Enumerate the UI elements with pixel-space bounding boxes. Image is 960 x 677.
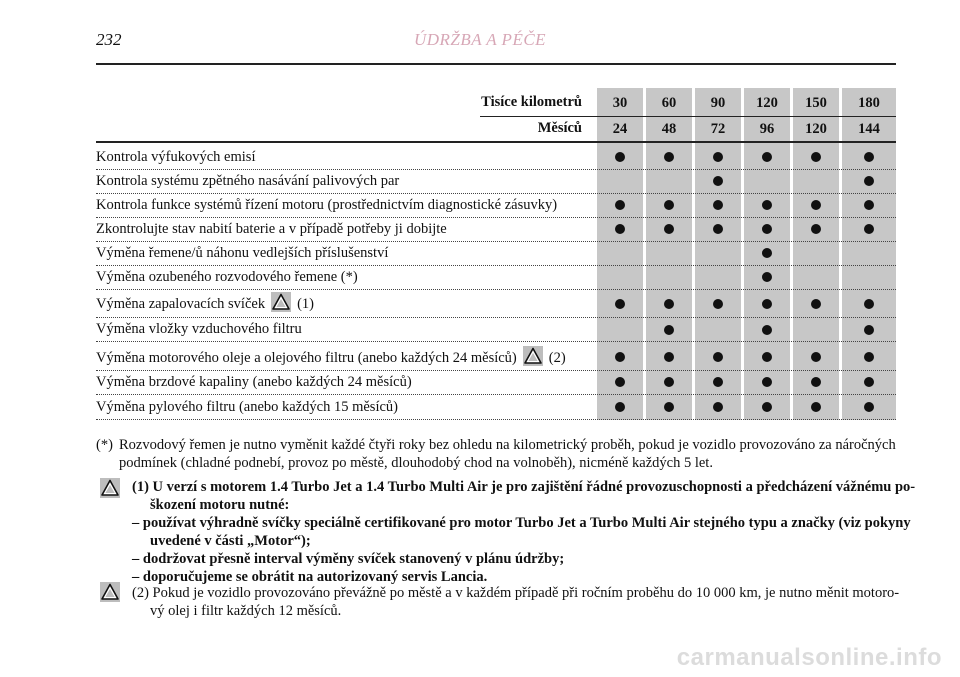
- note-1-text: – doporučujeme se obrátit na autorizovaný servis Lancia.: [132, 569, 488, 585]
- check-dot: [664, 224, 674, 234]
- check-dot: [864, 176, 874, 186]
- row-separator: [96, 289, 896, 290]
- footnote-asterisk-text: Rozvodový řemen je nutno vyměnit každé čtyři roky bez ohledu na kilometrický proběh, pokud je vozidlo provozováno za náročných: [119, 437, 896, 453]
- warning-triangle-icon: [100, 478, 120, 498]
- note-1-text: uvedené v části „Motor“);: [150, 533, 311, 549]
- check-dot: [864, 200, 874, 210]
- table-row-label: Výměna motorového oleje a olejového filtru (anebo každých 24 měsíců) (2): [96, 346, 566, 367]
- table-row-label: Výměna vložky vzduchového filtru: [96, 321, 302, 337]
- month-value: 24: [612, 121, 628, 137]
- check-dot: [615, 377, 625, 387]
- check-dot: [762, 325, 772, 335]
- check-dot: [713, 377, 723, 387]
- footnote-asterisk-mark: (*): [96, 437, 113, 453]
- row-separator: [96, 341, 896, 342]
- months-header-label: Měsíců: [537, 120, 582, 136]
- table-row-label: Kontrola výfukových emisí: [96, 149, 256, 165]
- check-dot: [864, 402, 874, 412]
- check-dot: [762, 152, 772, 162]
- table-row-label: Výměna ozubeného rozvodového řemene (*): [96, 269, 358, 285]
- check-dot: [762, 200, 772, 210]
- check-dot: [615, 224, 625, 234]
- check-dot: [811, 377, 821, 387]
- check-dot: [811, 200, 821, 210]
- check-dot: [713, 402, 723, 412]
- check-dot: [615, 299, 625, 309]
- row-separator: [96, 394, 896, 395]
- km-value: 30: [612, 95, 628, 111]
- check-dot: [811, 352, 821, 362]
- check-dot: [713, 352, 723, 362]
- month-value: 96: [759, 121, 775, 137]
- row-separator: [96, 419, 896, 420]
- row-separator: [96, 370, 896, 371]
- check-dot: [664, 299, 674, 309]
- row-separator: [96, 193, 896, 194]
- check-dot: [615, 200, 625, 210]
- check-dot: [762, 272, 772, 282]
- km-value: 90: [710, 95, 726, 111]
- row-separator: [96, 317, 896, 318]
- header-bottom-rule: [96, 141, 896, 143]
- header-rule: [96, 63, 896, 65]
- row-separator: [96, 265, 896, 266]
- note-1-text: škození motoru nutné:: [150, 497, 290, 513]
- check-dot: [762, 377, 772, 387]
- check-dot: [664, 200, 674, 210]
- note-1-text: – dodržovat přesně interval výměny svíček stanovený v plánu údržby;: [132, 551, 565, 567]
- km-value: 180: [858, 95, 880, 111]
- month-value: 72: [710, 121, 726, 137]
- table-row-label: Kontrola funkce systémů řízení motoru (prostřednictvím diagnostické zásuvky): [96, 197, 558, 213]
- table-row-label: Výměna brzdové kapaliny (anebo každých 24 měsíců): [96, 374, 412, 390]
- check-dot: [864, 152, 874, 162]
- note-1-text: – používat výhradně svíčky speciálně certifikované pro motor Turbo Jet a Turbo Multi Air stejného typu a značky (viz pokyny: [132, 515, 911, 531]
- section-title: ÚDRŽBA A PÉČE: [413, 30, 547, 49]
- check-dot: [615, 352, 625, 362]
- check-dot: [664, 152, 674, 162]
- check-dot: [664, 377, 674, 387]
- check-dot: [762, 352, 772, 362]
- watermark: carmanualsonline.info: [676, 644, 942, 671]
- table-row-label: Kontrola systému zpětného nasávání palivových par: [96, 173, 400, 189]
- footnote-asterisk-text: podmínek (chladné podnebí, provoz po městě, dlouhodobý chod na volnoběh), nicméně každých 5 let.: [119, 455, 713, 471]
- table-row-label: Výměna pylového filtru (anebo každých 15 měsíců): [96, 399, 398, 415]
- check-dot: [811, 402, 821, 412]
- km-value: 120: [756, 95, 778, 111]
- check-dot: [713, 299, 723, 309]
- check-dot: [864, 325, 874, 335]
- check-dot: [664, 402, 674, 412]
- warning-triangle-icon: [523, 346, 543, 366]
- table-row-label: Výměna řemene/ů náhonu vedlejších příslušenství: [96, 245, 389, 261]
- row-separator: [96, 217, 896, 218]
- check-dot: [762, 224, 772, 234]
- check-dot: [864, 352, 874, 362]
- month-value: 48: [661, 121, 677, 137]
- warning-triangle-icon: [100, 582, 120, 602]
- check-dot: [864, 377, 874, 387]
- check-dot: [615, 402, 625, 412]
- check-dot: [713, 176, 723, 186]
- page-number: 232: [96, 30, 122, 49]
- check-dot: [811, 224, 821, 234]
- check-dot: [811, 299, 821, 309]
- check-dot: [664, 325, 674, 335]
- table-row-label: Výměna zapalovacích svíček (1): [96, 292, 314, 313]
- warning-triangle-icon: [271, 292, 291, 312]
- note-2-text: vý olej i filtr každých 12 měsíců.: [150, 603, 342, 619]
- check-dot: [864, 224, 874, 234]
- km-value: 60: [661, 95, 677, 111]
- table-row-label: Zkontrolujte stav nabití baterie a v případě potřeby ji dobijte: [96, 221, 447, 237]
- row-separator: [96, 169, 896, 170]
- check-dot: [811, 152, 821, 162]
- check-dot: [864, 299, 874, 309]
- km-value: 150: [805, 95, 827, 111]
- month-value: 144: [858, 121, 880, 137]
- check-dot: [762, 402, 772, 412]
- check-dot: [713, 200, 723, 210]
- km-header-label: Tisíce kilometrů: [481, 94, 582, 110]
- check-dot: [762, 299, 772, 309]
- row-separator: [96, 241, 896, 242]
- month-value: 120: [805, 121, 827, 137]
- note-1-text: (1) U verzí s motorem 1.4 Turbo Jet a 1.4 Turbo Multi Air je pro zajištění řádné provozuschopnosti a předcházení vážnému po-: [132, 479, 916, 495]
- header-divider: [480, 116, 896, 117]
- note-2-text: (2) Pokud je vozidlo provozováno převážně po městě a v každém případě při ročním proběhu do 10 000 km, je nutno měnit motoro-: [132, 585, 900, 601]
- check-dot: [713, 224, 723, 234]
- check-dot: [713, 152, 723, 162]
- check-dot: [615, 152, 625, 162]
- check-dot: [664, 352, 674, 362]
- check-dot: [762, 248, 772, 258]
